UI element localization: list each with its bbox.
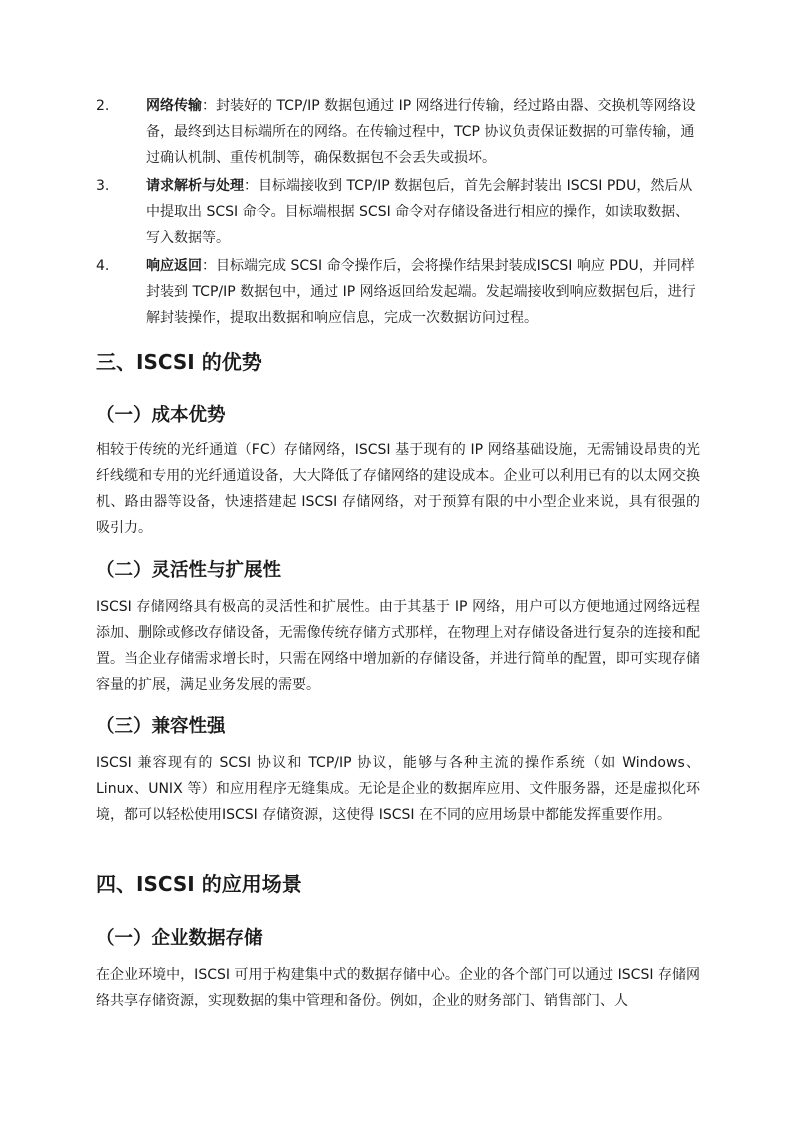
list-number: 3. (96, 178, 110, 194)
list-item-separator: ： (202, 258, 216, 274)
list-item-text: 目标端完成 SCSI 命令操作后，会将操作结果封装成ISCSI 响应 PDU，并同样封装到 TCP/IP 数据包中，通过 IP 网络返回给发起端。发起端接收到响应数据包后，进行解封装操作，提取出数据和响应信息，完成一次数据访问过程。 (146, 258, 696, 326)
paragraph-compatibility: ISCSI 兼容现有的 SCSI 协议和 TCP/IP 协议，能够与各种主流的操作系统（如 Windows、Linux、UNIX 等）和应用程序无缝集成。无论是企业的数据库应用、文件服务器，还是虚拟化环境，都可以轻松使用ISCSI 存储资源，这使得 ISCSI 在不同的应用场景中都能发挥重要作用。 (96, 755, 700, 823)
list-item-separator: ： (202, 98, 216, 114)
list-item (96, 253, 700, 331)
list-item-title: 请求解析与处理 (146, 178, 244, 194)
numbered-list (96, 93, 700, 333)
paragraph-cost-advantage: 相较于传统的光纤通道（FC）存储网络，ISCSI 基于现有的 IP 网络基础设施，无需铺设昂贵的光纤线缆和专用的光纤通道设备，大大降低了存储网络的建设成本。企业可以利用已有的以太网交换机、路由器等设备，快速搭建起 ISCSI 存储网络，对于预算有限的中小型企业来说，具有很强的吸引力。 (96, 442, 700, 536)
subheading-enterprise-storage: （一）企业数据存储 (96, 928, 263, 949)
subheading-cost-advantage: （一）成本优势 (96, 405, 226, 426)
paragraph-enterprise-storage: 在企业环境中，ISCSI 可用于构建集中式的数据存储中心。企业的各个部门可以通过 ISCSI 存储网络共享存储资源，实现数据的集中管理和备份。例如，企业的财务部门、销售部门、人 (96, 967, 700, 1009)
list-item-title: 网络传输 (146, 98, 202, 114)
list-number: 4. (96, 258, 110, 274)
list-item-text: 封装好的 TCP/IP 数据包通过 IP 网络进行传输，经过路由器、交换机等网络设备，最终到达目标端所在的网络。在传输过程中，TCP 协议负责保证数据的可靠传输，通过确认机制、重传机制等，确保数据包不会丢失或损坏。 (146, 98, 696, 166)
list-item (96, 173, 700, 251)
paragraph-flexibility: ISCSI 存储网络具有极高的灵活性和扩展性。由于其基于 IP 网络，用户可以方便地通过网络远程添加、删除或修改存储设备，无需像传统存储方式那样，在物理上对存储设备进行复杂的连接和配置。当企业存储需求增长时，只需在网络中增加新的存储设备，并进行简单的配置，即可实现存储容量的扩展，满足业务发展的需要。 (96, 599, 700, 693)
subheading-flexibility: （二）灵活性与扩展性 (96, 560, 282, 581)
section-heading-use-cases: 四、ISCSI 的应用场景 (96, 872, 302, 896)
section-heading-advantages: 三、ISCSI 的优势 (96, 350, 262, 374)
list-item-separator: ： (244, 178, 258, 194)
list-number: 2. (96, 98, 110, 114)
list-item-text: 目标端接收到 TCP/IP 数据包后，首先会解封装出 ISCSI PDU，然后从中提取出 SCSI 命令。目标端根据 SCSI 命令对存储设备进行相应的操作，如读取数据、写入数据等。 (146, 178, 693, 246)
list-item-title: 响应返回 (146, 258, 202, 274)
subheading-compatibility: （三）兼容性强 (96, 716, 226, 737)
list-item (96, 93, 700, 171)
